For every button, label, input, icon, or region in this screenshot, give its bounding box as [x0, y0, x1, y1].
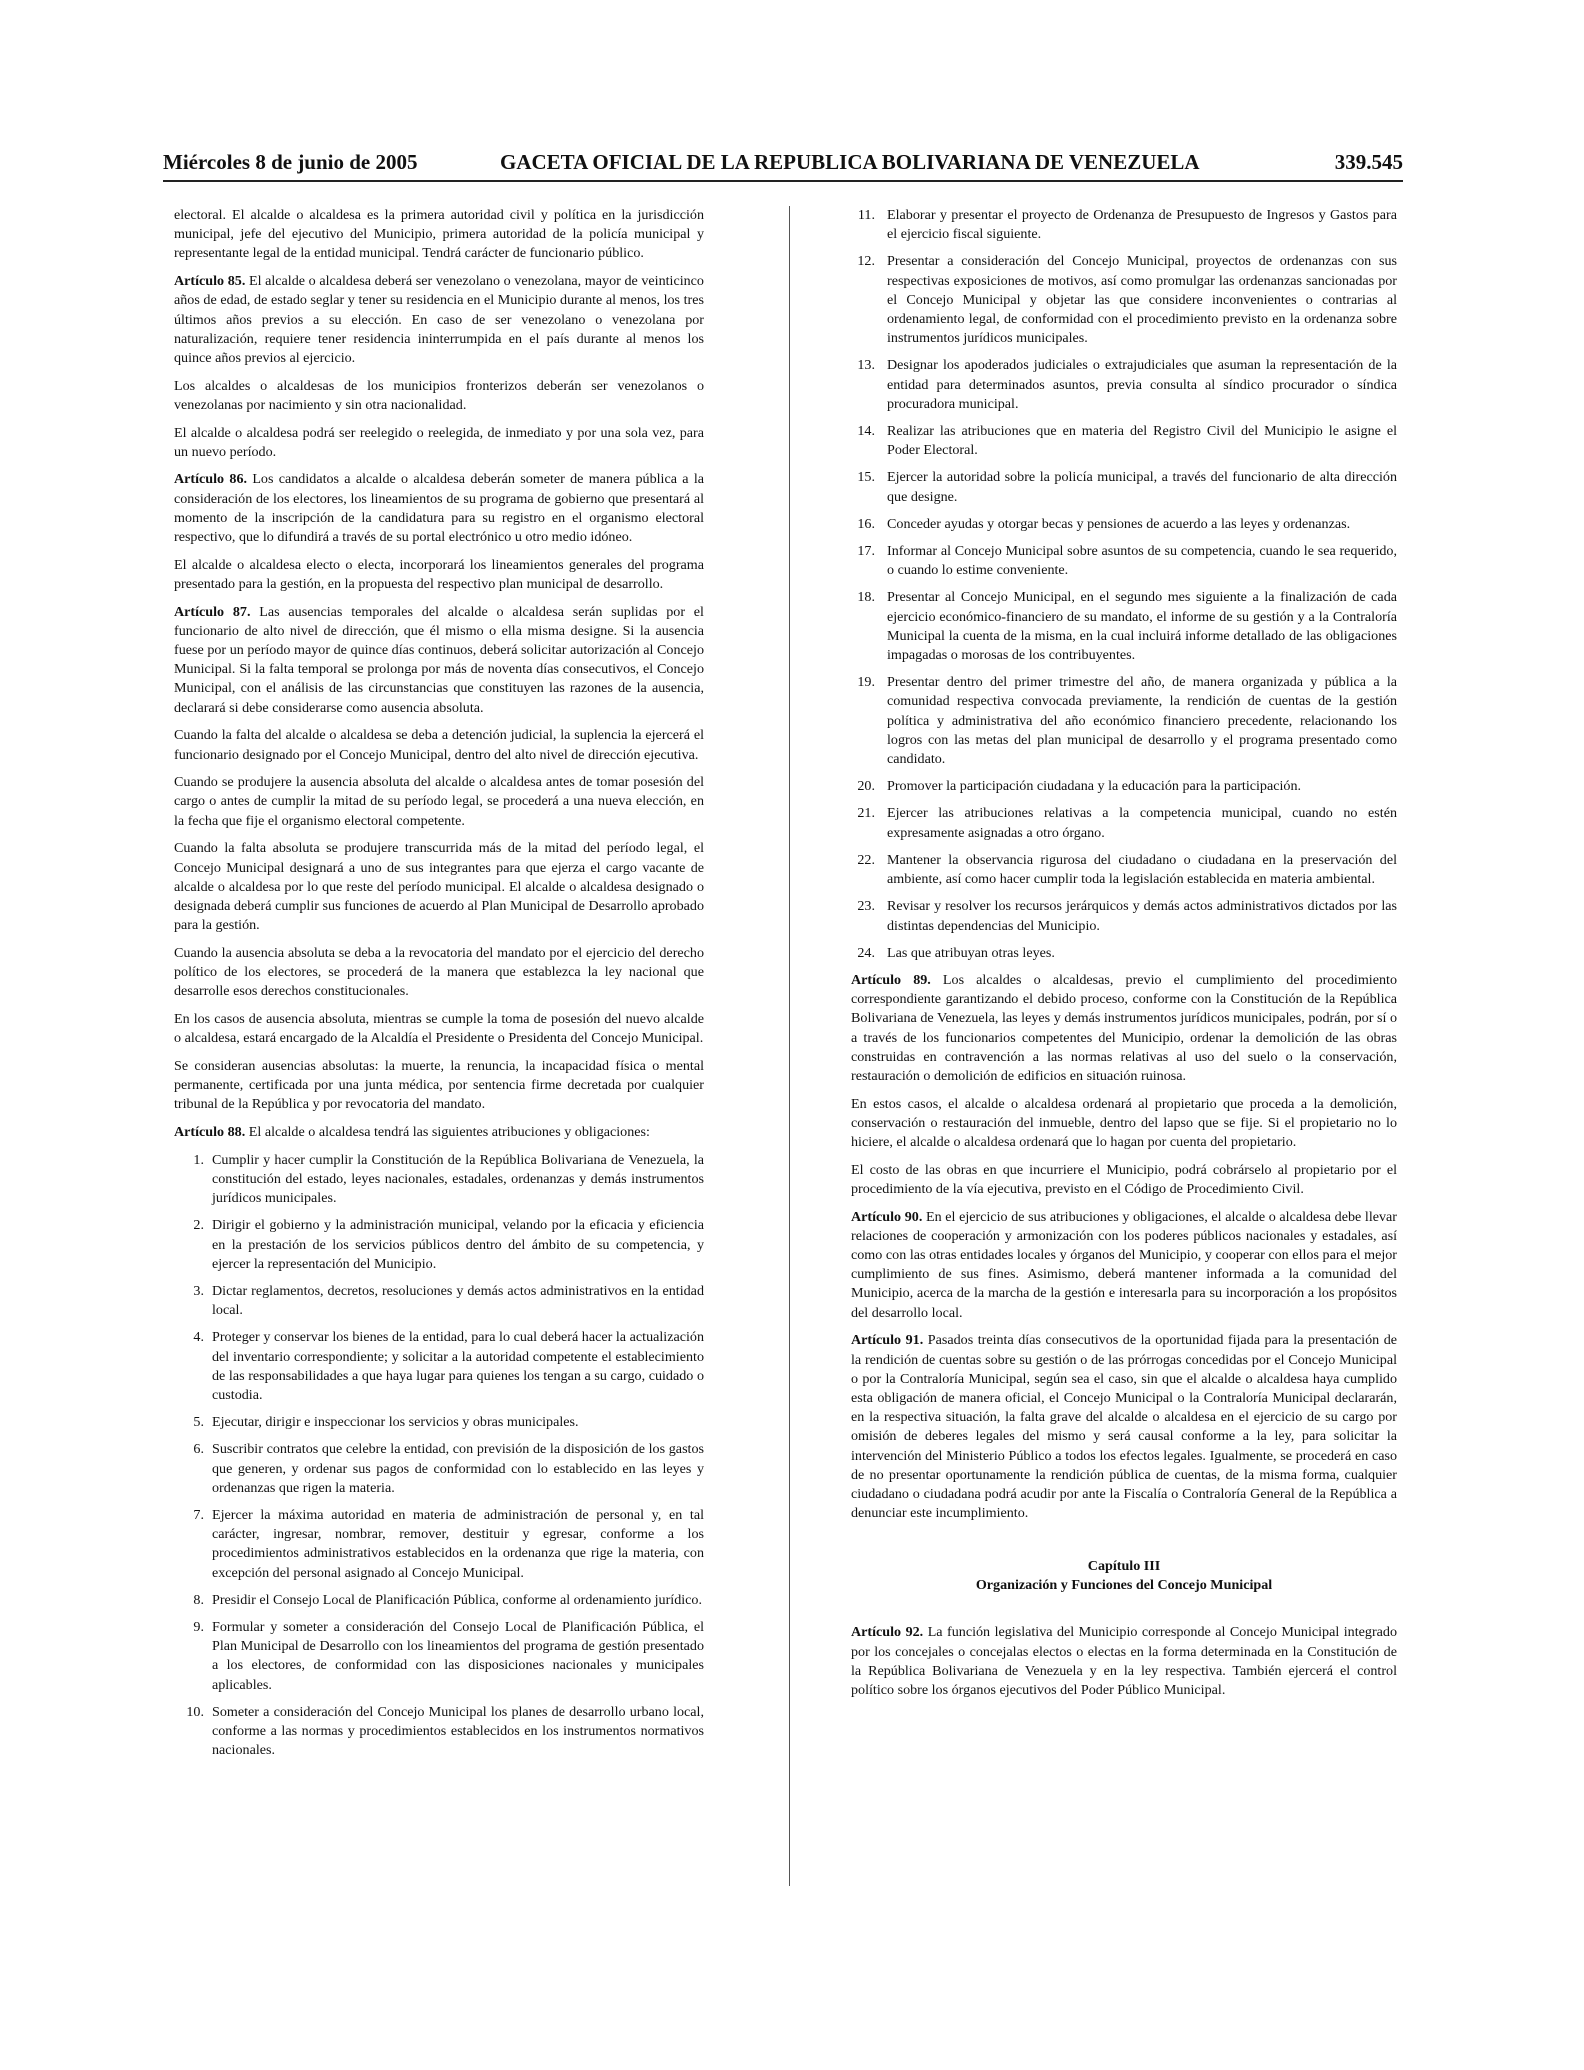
article-92 — [851, 1623, 1397, 1700]
list-item — [851, 422, 1397, 460]
paragraph: En los casos de ausencia absoluta, mientras se cumple la toma de posesión del nuevo alcalde o alcaldesa, estará encargado de la Alcaldía el Presidente o Presidenta del Concejo Municipal. — [174, 1011, 704, 1047]
article-text: Pasados treinta días consecutivos de la oportunidad fijada para la presentación de la rendición de cuentas sobre su gestión o de las prórrogas concedidas por el Concejo Municipal o por la Contraloría Municipal, según sea el caso, sin que el alcalde o alcaldesa haya cumplido esta obligación de manera oficial, el Concejo Municipal o la Contraloría Municipal declararán, en la respectiva situación, la falta grave del alcalde o alcaldesa en el ejercicio de su cargo por omisión de deberes legales del mismo y será causal conforme a la ley, para solicitar la intervención del Ministerio Público a todos los efectos legales. Igualmente, se procederá en caso de no presentar oportunamente la rendición pública de cuentas, de la misma forma, cualquier ciudadano o ciudadana podrá acudir por ante la Fiscalía o Contraloría General de la República a denunciar este incumplimiento. — [851, 1332, 1398, 1522]
article-label: Artículo 85. — [174, 273, 246, 290]
article-label: Artículo 88. — [174, 1124, 246, 1141]
article-91 — [851, 1331, 1397, 1523]
list-item — [851, 206, 1397, 244]
article-89 — [851, 971, 1397, 1086]
list-text: Dirigir el gobierno y la administración municipal, velando por la eficacia y eficiencia en la prestación de los servicios públicos dentro del ámbito de su competencia, y ejercer la representación del Municipio. — [212, 1217, 704, 1272]
left-column — [174, 206, 704, 1768]
article-87 — [174, 603, 704, 718]
list-number: 11. — [857, 207, 875, 223]
list-number: 19. — [857, 674, 875, 691]
column-divider — [789, 206, 790, 1886]
page-header — [163, 146, 1403, 182]
right-column — [851, 206, 1397, 1709]
list-text: Presidir el Consejo Local de Planificación Pública, conforme al ordenamiento jurídico. — [212, 1591, 703, 1608]
list-number: 24. — [857, 944, 875, 961]
list-number: 20. — [857, 778, 875, 795]
list-item — [851, 804, 1397, 842]
list-item — [174, 1618, 704, 1695]
list-item — [851, 851, 1397, 889]
list-item — [851, 542, 1397, 580]
list-text: Promover la participación ciudadana y la educación para la participación. — [887, 778, 1302, 795]
list-text: Suscribir contratos que celebre la entidad, con previsión de la disposición de los gastos que generen, y ordenar sus pagos de conformidad con lo establecido en las leyes y ordenanzas que rigen la materia. — [212, 1441, 704, 1496]
list-item — [851, 897, 1397, 935]
list-number: 16. — [857, 515, 875, 532]
paragraph: Cuando la falta absoluta se produjere transcurrida más de la mitad del período legal, el Concejo Municipal designará a uno de sus integrantes para que ejerza el cargo vacante de alcalde o alcaldesa por lo que reste del período municipal. El alcalde o alcaldesa designado o designada deberá cumplir sus funciones de acuerdo al Plan Municipal de Desarrollo aprobado para la gestión. — [174, 840, 704, 934]
list-item — [851, 356, 1397, 414]
paragraph: El costo de las obras en que incurriere el Municipio, podrá cobrárselo al propietario por el procedimiento de la vía ejecutiva, previsto en el Código de Procedimiento Civil. — [851, 1161, 1397, 1197]
list-number: 8. — [193, 1591, 204, 1608]
list-number: 5. — [193, 1414, 204, 1431]
list-text: Proteger y conservar los bienes de la entidad, para lo cual deberá hacer la actualización del inventario correspondiente; y solicitar a la autoridad competente el establecimiento de las responsabilidades a que haya lugar para quienes los tengan a su cargo, cuidado o custodia. — [212, 1329, 704, 1403]
list-text: Mantener la observancia rigurosa del ciudadano o ciudadana en la preservación del ambiente, así como hacer cumplir toda la legislación establecida en materia ambiental. — [887, 851, 1397, 888]
list-number: 4. — [193, 1329, 204, 1346]
list-text: Las que atribuyan otras leyes. — [887, 944, 1055, 961]
list-item — [174, 1151, 704, 1209]
list-number: 2. — [193, 1217, 204, 1234]
chapter-number: Capítulo III — [1087, 1558, 1161, 1575]
list-number: 13. — [857, 357, 875, 374]
list-number: 22. — [857, 851, 875, 868]
list-text: Cumplir y hacer cumplir la Constitución de la República Bolivariana de Venezuela, la constitución del estado, leyes nacionales, estadales, ordenanzas y demás instrumentos jurídicos municipales. — [212, 1151, 704, 1207]
paragraph: Cuando la falta del alcalde o alcaldesa se deba a detención judicial, la suplencia la ejercerá el funcionario designado por el Concejo Municipal, dentro del alto nivel de dirección ejecutiva. — [174, 727, 704, 763]
attributions-list-continued — [851, 206, 1397, 963]
article-text: Las ausencias temporales del alcalde o alcaldesa serán suplidas por el funcionario de alto nivel de dirección, que él mismo o ella misma designe. Si la ausencia fuese por un período mayor de quince días continuos, deberá solicitar autorización al Concejo Municipal. Si la falta temporal se prolonga por más de noventa días consecutivos, el Concejo Municipal, con el análisis de las circunstancias que constituyen las razones de la ausencia, declarará si debe considerarse como ausencia absoluta. — [174, 603, 704, 716]
list-number: 15. — [857, 469, 875, 486]
article-label: Artículo 86. — [174, 471, 248, 488]
list-number: 3. — [193, 1282, 204, 1299]
article-86 — [174, 470, 704, 547]
list-number: 17. — [857, 543, 875, 560]
list-item — [174, 1328, 704, 1405]
list-text: Formular y someter a consideración del Consejo Local de Planificación Pública, el Plan Municipal de Desarrollo con los lineamientos del programa de gestión presentado a los electores, de conformidad con las disposiciones nacionales y municipales aplicables. — [212, 1619, 704, 1693]
list-item — [851, 944, 1397, 963]
list-text: Designar los apoderados judiciales o extrajudiciales que asuman la representación de la entidad para determinados asuntos, previa consulta al síndico procurador o síndica procuradora municipal. — [887, 357, 1397, 412]
article-text: Los alcaldes o alcaldesas, previo el cumplimiento del procedimiento correspondiente garantizando el debido proceso, conforme con la Constitución de la República Bolivariana de Venezuela, las leyes y demás instrumentos jurídicos municipales, podrán, por sí o a través de los funcionarios competentes del Municipio, ordenar la demolición de las obras construidas en contravención a las normas relativas al uso del suelo o la conservación, restauración o demolición de edificios en situación ruinosa. — [851, 971, 1397, 1084]
list-number: 9. — [193, 1619, 204, 1635]
list-item — [851, 588, 1397, 665]
list-text: Ejecutar, dirigir e inspeccionar los servicios y obras municipales. — [212, 1414, 579, 1431]
list-item — [174, 1413, 704, 1432]
article-88 — [174, 1123, 704, 1142]
list-item — [851, 673, 1397, 769]
list-number: 23. — [857, 898, 875, 915]
paragraph: Cuando la ausencia absoluta se deba a la revocatoria del mandato por el ejercicio del derecho político de los electores, se procederá de la manera que establezca la ley nacional que desarrolle esos derechos constitucionales. — [174, 944, 704, 1000]
list-item — [174, 1440, 704, 1498]
paragraph: electoral. El alcalde o alcaldesa es la primera autoridad civil y política en la jurisdicción municipal, jefe del ejecutivo del Municipio, primera autoridad de la policía municipal y representante legal de la entidad municipal. Tendrá carácter de funcionario público. — [174, 207, 704, 262]
paragraph: En estos casos, el alcalde o alcaldesa ordenará al propietario que proceda a la demolición, conservación o restauración del inmueble, dentro del lapso que se fije. Si el propietario no lo hiciere, el alcalde o alcaldesa ordenará que lo hagan por cuenta del propietario. — [851, 1095, 1397, 1151]
list-number: 18. — [857, 589, 875, 606]
article-85 — [174, 272, 704, 368]
list-item — [851, 777, 1397, 796]
list-text: Presentar al Concejo Municipal, en el segundo mes siguiente a la finalización de cada ejercicio económico-financiero de su mandato, el informe de su gestión y a la Contraloría Municipal la cuenta de la misma, en la cual incluirá informe detallado de las obligaciones impagadas o morosas de los contribuyentes. — [887, 589, 1397, 664]
list-item — [174, 1703, 704, 1761]
header-date: Miércoles 8 de junio de 2005 — [163, 150, 418, 174]
article-text: El alcalde o alcaldesa tendrá las siguientes atribuciones y obligaciones: — [248, 1124, 650, 1141]
article-label: Artículo 92. — [851, 1624, 924, 1641]
list-item — [174, 1216, 704, 1274]
list-number: 6. — [193, 1441, 204, 1458]
paragraph: Se consideran ausencias absolutas: la muerte, la renuncia, la incapacidad física o mental permanente, certificada por una junta médica, por sentencia firme decretada por cualquier tribunal de la República y por revocatoria del mandato. — [174, 1057, 704, 1113]
list-text: Informar al Concejo Municipal sobre asuntos de su competencia, cuando le sea requerido, o cuando lo estime conveniente. — [887, 543, 1397, 579]
list-text: Presentar dentro del primer trimestre del año, de manera organizada y pública a la comunidad respectiva convocada previamente, la rendición de cuentas de la gestión política y administrativa del año económico financiero precedente, relacionando los logros con las metas del plan municipal de desarrollo y el programa presentado como candidato. — [887, 674, 1397, 768]
list-item — [851, 515, 1397, 534]
list-text: Dictar reglamentos, decretos, resoluciones y demás actos administrativos en la entidad local. — [212, 1282, 704, 1319]
list-text: Revisar y resolver los recursos jerárquicos y demás actos administrativos dictados por las distintas dependencias del Municipio. — [887, 898, 1397, 934]
list-item — [851, 468, 1397, 506]
article-label: Artículo 90. — [851, 1208, 923, 1225]
list-item — [174, 1282, 704, 1320]
list-text: Conceder ayudas y otorgar becas y pensiones de acuerdo a las leyes y ordenanzas. — [887, 515, 1351, 532]
list-text: Presentar a consideración del Concejo Municipal, proyectos de ordenanzas con sus respectivas exposiciones de motivos, así como promulgar las ordenanzas sancionadas por el Concejo Municipal y objetar las que considere inconvenientes o contrarias al ordenamiento legal, de conformidad con el procedimiento previsto en la ordenanza sobre instrumentos jurídicos municipales. — [887, 253, 1397, 347]
list-text: Someter a consideración del Concejo Municipal los planes de desarrollo urbano local, conforme a las normas y procedimientos establecidos en los instrumentos normativos nacionales. — [212, 1703, 704, 1759]
list-text: Elaborar y presentar el proyecto de Ordenanza de Presupuesto de Ingresos y Gastos para el ejercicio fiscal siguiente. — [887, 207, 1397, 243]
paragraph: El alcalde o alcaldesa electo o electa, incorporará los lineamientos generales del programa presentado para la gestión, en la propuesta del respectivo plan municipal de desarrollo. — [174, 556, 704, 592]
chapter-heading — [851, 1557, 1397, 1595]
attributions-list — [174, 1151, 704, 1761]
list-number: 1. — [193, 1151, 204, 1168]
paragraph: Los alcaldes o alcaldesas de los municipios fronterizos deberán ser venezolanos o venezolanas por nacimiento y sin otra nacionalidad. — [174, 377, 704, 413]
list-text: Ejercer las atribuciones relativas a la competencia municipal, cuando no estén expresamente asignadas a otro órgano. — [887, 805, 1397, 841]
header-page-number: 339.545 — [1334, 150, 1403, 174]
paragraph: El alcalde o alcaldesa podrá ser reelegido o reelegida, de inmediato y por una sola vez, para un nuevo período. — [174, 424, 704, 460]
list-text: Ejercer la máxima autoridad en materia de administración de personal y, en tal carácter, ingresar, nombrar, remover, destituir y egresar, conforme a los procedimientos administrativos establecidos en la ordenanza que rige la materia, con excepción del personal asignado al Concejo Municipal. — [212, 1506, 704, 1581]
chapter-title: Organización y Funciones del Concejo Municipal — [975, 1577, 1273, 1594]
header-title: GACETA OFICIAL DE LA REPUBLICA BOLIVARIANA DE VENEZUELA — [500, 150, 1200, 174]
article-text: La función legislativa del Municipio corresponde al Concejo Municipal integrado por los concejales o concejalas electos o electas en la forma determinada en la Constitución de la República Bolivariana de Venezuela y en la ley respectiva. También ejercerá el control político sobre los órganos ejecutivos del Poder Público Municipal. — [851, 1624, 1397, 1698]
list-item — [174, 1591, 704, 1610]
article-text: Los candidatos a alcalde o alcaldesa deberán someter de manera pública a la consideración de los electores, los lineamientos de su programa de gobierno que presentará al momento de la inscripción de la candidatura para su registro en el organismo electoral respectivo, que lo difundirá a través de su portal electrónico u otro medio idóneo. — [174, 471, 704, 546]
list-item — [174, 1506, 704, 1583]
list-number: 21. — [857, 805, 875, 822]
article-text: En el ejercicio de sus atribuciones y obligaciones, el alcalde o alcaldesa debe llevar relaciones de cooperación y armonización con los poderes públicos nacionales y estadales, así como con las otras entidades locales y órganos del Municipio, y cooperar con ellos para el mejor cumplimiento de sus fines. Asimismo, deberá mantener informada a la comunidad del Municipio, acerca de la marcha de la gestión e interesarla para su incorporación a los propósitos del desarrollo local. — [851, 1208, 1397, 1321]
list-item — [851, 252, 1397, 348]
paragraph: Cuando se produjere la ausencia absoluta del alcalde o alcaldesa antes de tomar posesión del cargo o antes de cumplir la mitad de su período legal, se procederá a una nueva elección, en la fecha que fije el organismo electoral competente. — [174, 774, 704, 829]
list-text: Ejercer la autoridad sobre la policía municipal, a través del funcionario de alta dirección que designe. — [887, 469, 1397, 505]
list-number: 14. — [857, 423, 875, 440]
article-label: Artículo 89. — [851, 971, 931, 988]
article-text: El alcalde o alcaldesa deberá ser venezolano o venezolana, mayor de veinticinco años de edad, de estado seglar y tener su residencia en el Municipio durante al menos, los tres últimos años previos a su elección. En caso de ser venezolano o venezolana por naturalización, requiere tener residencia ininterrumpida en el país durante al menos los quince años previos al ejercicio. — [174, 273, 704, 366]
list-number: 12. — [857, 253, 875, 270]
list-number: 7. — [193, 1506, 204, 1523]
list-number: 10. — [186, 1703, 204, 1720]
article-90 — [851, 1208, 1397, 1323]
article-label: Artículo 91. — [851, 1332, 924, 1349]
article-label: Artículo 87. — [174, 603, 251, 620]
list-text: Realizar las atribuciones que en materia del Registro Civil del Municipio le asigne el Poder Electoral. — [887, 423, 1397, 459]
